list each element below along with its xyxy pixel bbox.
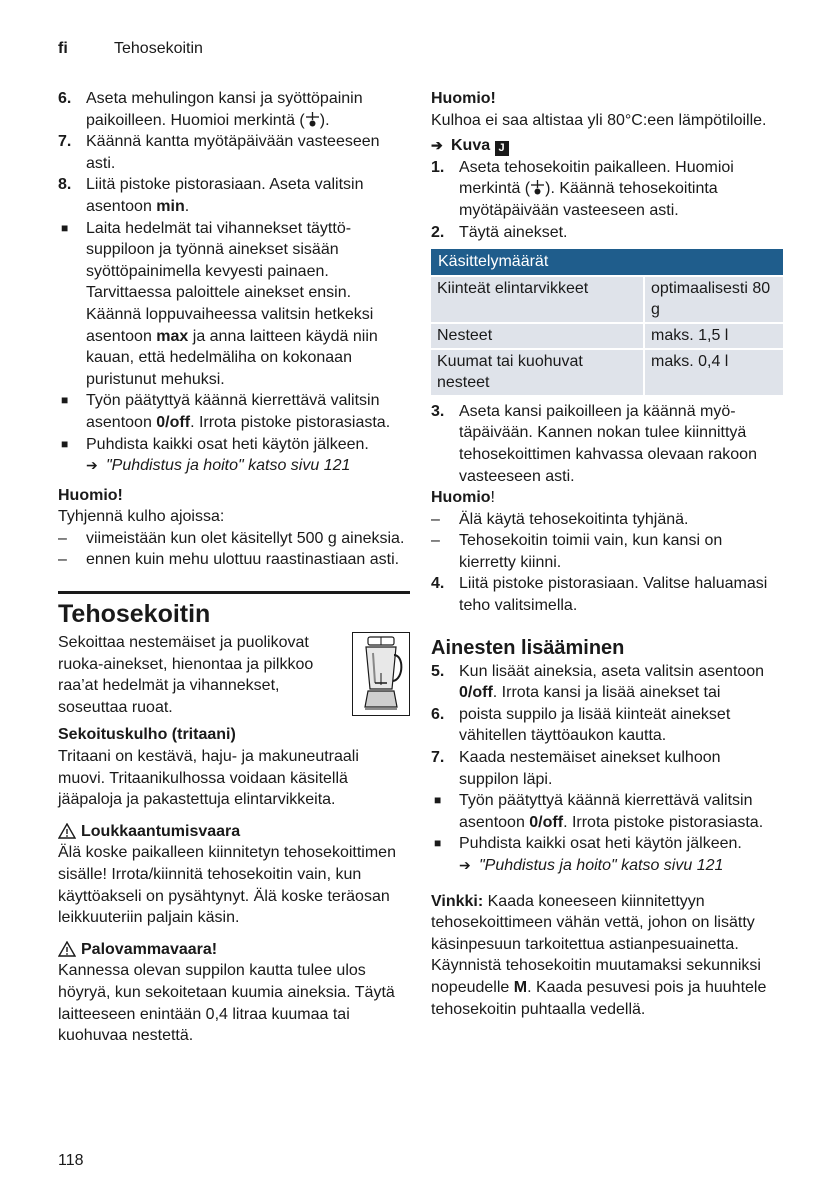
step-2 — [431, 222, 783, 244]
dash-item — [58, 528, 410, 550]
figure-reference — [431, 135, 783, 157]
note-title: Huomio! — [431, 90, 496, 107]
step-number: 2. — [431, 223, 445, 241]
bullet-square-icon: ■ — [61, 436, 69, 451]
note-title — [431, 487, 783, 509]
dash-item — [58, 549, 410, 571]
bullet-text: Puhdista kaikki osat heti käytön jälkeen. — [459, 835, 742, 853]
alignment-mark-icon — [530, 180, 545, 196]
note-title-suffix: ! — [490, 489, 495, 507]
table-row — [431, 275, 783, 322]
step-5 — [431, 661, 783, 704]
step-1 — [431, 157, 783, 222]
setting-off: 0/off — [459, 684, 493, 702]
dash-text: viimeistään kun olet käsitellyt 500 g aineksia. — [86, 529, 405, 547]
setting-off: 0/off — [529, 813, 564, 831]
tip-text: Kaada koneeseen kiinnitettyyn tehosekoittimeen vähän vettä, johon on lisätty käsinpesuun tarkoitettua astianpesuainetta. Käynnistä tehosekoitin muutamaksi sekunniksi nopeudelle — [431, 892, 761, 996]
step-text-end: ). Käännä tehosekoitinta myötäpäivään vasteeseen asti. — [459, 180, 718, 219]
section-intro-block — [58, 632, 410, 718]
bullet-text: Työn päätyttyä käännä kierrettävä valitsin asentoon — [86, 392, 380, 431]
bullet-square-icon: ■ — [434, 836, 442, 851]
step-text: Täytä ainekset. — [459, 223, 568, 241]
tip-label: Vinkki: — [431, 892, 484, 910]
arrow-right-icon: ➔ — [431, 137, 443, 154]
warning-triangle-icon — [58, 941, 76, 957]
step-text: Liitä pistoke pistorasiaan. Aseta valitsin asentoon — [86, 176, 364, 215]
page-header — [58, 38, 203, 60]
step-number: 6. — [431, 705, 445, 723]
dash-item — [431, 509, 783, 531]
step-4 — [431, 573, 783, 616]
dash-text: Tehosekoitin toimii vain, kun kansi on kierretty kiinni. — [459, 532, 723, 571]
step-text-end: . — [184, 197, 190, 215]
step-text-end: . Irrota kansi ja lisää ainekset tai — [492, 684, 721, 702]
bullet-text: Puhdista kaikki osat heti käytön jälkeen. — [86, 435, 369, 453]
tip-text-end: . Kaada pesuvesi pois ja huuhtele tehosekoitin puhtaalla vedellä. — [431, 978, 767, 1018]
step-number: 8. — [58, 176, 72, 194]
warning-heading — [58, 821, 410, 843]
dash-marker: – — [58, 529, 67, 547]
dash-text: Älä käytä tehosekoitinta tyhjänä. — [459, 510, 689, 528]
subhead: Sekoituskulho (tritaani) — [58, 726, 236, 744]
note-intro: Tyhjennä kulho ajoissa: — [58, 508, 225, 526]
setting-max: max — [156, 327, 189, 345]
dash-item — [431, 530, 783, 573]
step-text: Käännä kantta myötäpäivään vasteeseen asti. — [86, 133, 380, 172]
bullet-text-end: ja anna laitteen käydä niin kauan, että hedelmäliha on kokonaan puristunut mehuksi. — [86, 327, 378, 388]
figure-letter: J — [495, 141, 509, 156]
subhead-text: Tritaani on kestävä, haju- ja makuneutraali muovi. Tritaanikulhossa voidaan käsitellä jääpaloja ja pakastettuja elintarvikkeita. — [58, 748, 359, 809]
left-column — [58, 88, 410, 1047]
header-title: Tehosekoitin — [114, 40, 203, 57]
bullet-text-end: . Irrota pistoke pistorasiasta. — [563, 813, 764, 831]
step-number: 6. — [58, 90, 72, 107]
bullet-item — [431, 833, 783, 876]
blender-icon — [352, 632, 410, 716]
dash-text: ennen kuin mehu ulottuu raastinastiaan asti. — [86, 551, 400, 569]
note-text: Kulhoa ei saa altistaa yli 80°C:een lämpötiloille. — [431, 111, 767, 129]
step-7 — [431, 747, 783, 790]
step-number: 7. — [431, 749, 445, 767]
dash-marker: – — [431, 510, 440, 528]
step-text: poista suppilo ja lisää kiinteät ainekset vähitellen täyttöaukon kautta. — [459, 705, 731, 745]
subsection-title: Ainesten lisääminen — [431, 636, 625, 659]
bullet-square-icon: ■ — [61, 220, 69, 235]
bullet-text-end: . Irrota pistoke pistorasiasta. — [190, 413, 391, 431]
arrow-right-icon: ➔ — [86, 457, 98, 474]
step-number: 1. — [431, 158, 445, 176]
right-column — [431, 88, 783, 1020]
step-3 — [431, 401, 783, 487]
table-cell-value: optimaalisesti 80 g — [651, 279, 771, 319]
dash-marker: – — [58, 551, 67, 569]
step-text: Aseta mehulingon kansi ja syöttöpainin paikoilleen. Huomioi merkintä ( — [86, 90, 363, 129]
alignment-mark-icon — [305, 112, 320, 128]
table-row — [431, 322, 783, 348]
setting-min: min — [156, 197, 185, 215]
step-text: Kun lisäät aineksia, aseta valitsin asentoon — [459, 662, 765, 680]
warning-text: Kannessa olevan suppilon kautta tulee ulos höyryä, kun sekoitetaan kuumia aineksia. Täytä laitteeseen enintään 0,4 litraa kuumaa tai kuohuvaa nestettä. — [58, 962, 395, 1045]
step-number: 3. — [431, 402, 445, 420]
bullet-square-icon: ■ — [61, 393, 69, 408]
speed-setting: M — [513, 978, 528, 996]
language-code: fi — [58, 40, 68, 57]
step-text: Kaada nestemäiset ainekset kulhoon suppilon läpi. — [459, 749, 721, 788]
figure-label: Kuva — [451, 137, 491, 155]
arrow-right-icon: ➔ — [459, 857, 471, 873]
step-number: 5. — [431, 662, 445, 680]
bullet-item — [58, 434, 410, 477]
page-number: 118 — [58, 1152, 84, 1169]
warning-triangle-icon — [58, 823, 76, 839]
warning-heading — [58, 939, 410, 961]
bullet-item — [58, 218, 410, 391]
cross-reference-link[interactable]: "Puhdistus ja hoito" katso sivu 121 — [479, 857, 724, 874]
table-cell-value: maks. 1,5 l — [651, 326, 729, 344]
bullet-item — [431, 790, 783, 833]
quantities-table — [431, 249, 783, 395]
bullet-text: Laita hedelmät tai vihannekset täyttösuppiloon ja työnnä ainekset sisään syöttöpainimella kevyesti painaen. Tarvittaessa paloittele ainekset ensin. Käännä loppuvaiheessa valitsin hetkeksi asentoon — [86, 219, 374, 345]
warning-text: Älä koske paikalleen kiinnitetyn tehosekoittimen sisälle! Irrota/kiinnitä tehosekoitin vain, kun käyttöakseli on pysähtynyt. Älä koske teräosan leikkuuteriin paljain käsin. — [58, 844, 396, 927]
table-cell-item: Kuumat tai kuohuvat nesteet — [431, 350, 645, 395]
tip-paragraph — [431, 891, 783, 1021]
step-text: Liitä pistoke pistorasiaan. Valitse haluamasi teho valitsimella. — [459, 575, 768, 615]
step-7 — [58, 131, 410, 174]
step-6 — [58, 88, 410, 131]
step-number: 4. — [431, 575, 445, 593]
section-title: Tehosekoitin — [58, 600, 211, 629]
step-text: Aseta kansi paikoilleen ja käännä myötäpäivään. Kannen nokan tulee kiinnittyä tehosekoittimen kahvassa olevaan rakoon vasteeseen asti. — [459, 402, 757, 485]
table-title: Käsittelymäärät — [431, 249, 783, 275]
step-text: Aseta tehosekoitin paikalleen. Huomioi merkintä ( — [459, 158, 734, 198]
note-title-text: Huomio — [431, 489, 491, 507]
bullet-item — [58, 390, 410, 433]
step-text-end: ). — [319, 111, 330, 129]
dash-marker: – — [431, 532, 440, 550]
warning-title: Loukkaantumisvaara — [81, 822, 241, 840]
step-8 — [58, 174, 410, 217]
table-cell-value: maks. 0,4 l — [651, 352, 729, 370]
table-cell-item: Kiinteät elintarvikkeet — [431, 277, 645, 322]
step-number: 7. — [58, 133, 72, 151]
table-cell-item: Nesteet — [431, 324, 645, 348]
note-title: Huomio! — [58, 486, 123, 504]
setting-off: 0/off — [156, 413, 191, 431]
bullet-text: Työn päätyttyä käännä kierrettävä valitsin asentoon — [459, 792, 753, 831]
warning-title: Palovammavaara! — [81, 940, 218, 958]
cross-reference-link[interactable]: "Puhdistus ja hoito" katso sivu 121 — [106, 457, 351, 475]
section-intro: Sekoittaa nestemäiset ja puolikovat ruoka-ainekset, hienontaa ja pilkkoo raa’at hedelmät ja vihannekset, soseuttaa ruoat. — [58, 634, 314, 716]
table-row — [431, 348, 783, 395]
step-6 — [431, 704, 783, 747]
bullet-square-icon: ■ — [434, 793, 442, 808]
